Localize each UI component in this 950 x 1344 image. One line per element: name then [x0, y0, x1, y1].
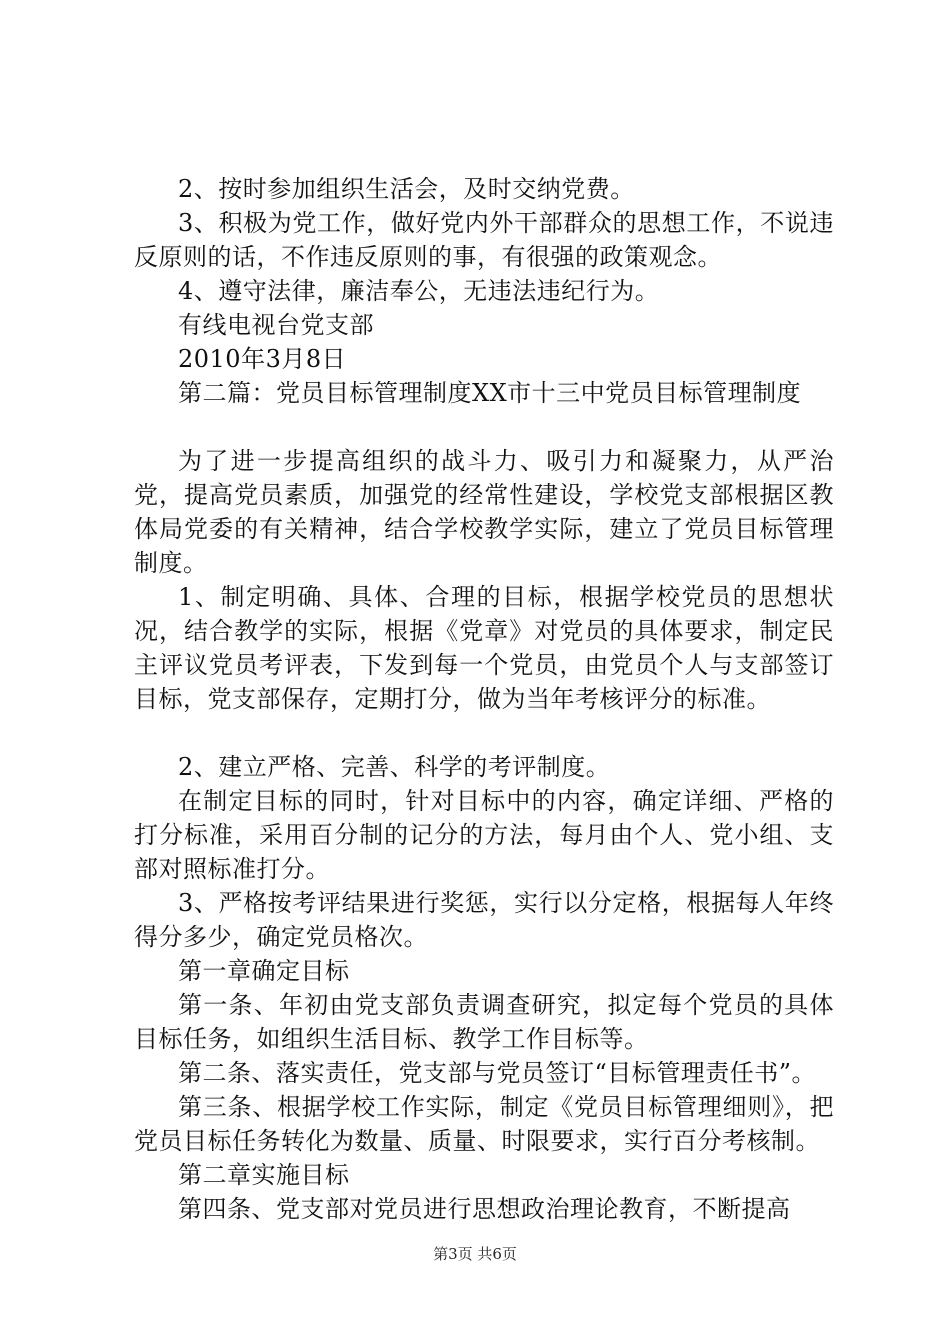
point-1-paragraph: 1、制定明确、具体、合理的目标，根据学校党员的思想状况，结合教学的实际，根据《党章》对党员的具体要求，制定民主评议党员考评表，下发到每一个党员，由党员个人与支部签订目标，党支部保存，定期打分，做为当年考核评分的标准。 — [134, 583, 834, 713]
article-2: 第二条、落实责任，党支部与党员签订“目标管理责任书”。 — [178, 1059, 817, 1087]
chapter-1-heading: 第一章确定目标 — [178, 957, 350, 985]
chapter-2-heading: 第二章实施目标 — [178, 1161, 350, 1189]
signature-date: 2010年3月8日 — [178, 345, 347, 373]
paragraph-item-4: 4、遵守法律，廉洁奉公，无违法违纪行为。 — [178, 277, 660, 305]
point-2-paragraph: 2、建立严格、完善、科学的考评制度。 — [178, 753, 611, 781]
article-1: 第一条、年初由党支部负责调查研究，拟定每个党员的具体目标任务，如组织生活目标、教学工作目标等。 — [134, 991, 834, 1053]
paragraph-item-2: 2、按时参加组织生活会，及时交纳党费。 — [178, 175, 635, 203]
page-number-footer: 第3页 共6页 — [433, 1245, 517, 1263]
article-3: 第三条、根据学校工作实际，制定《党员目标管理细则》，把党员目标任务转化为数量、质量、时限要求，实行百分考核制。 — [134, 1093, 834, 1155]
section-heading: 第二篇：党员目标管理制度XX市十三中党员目标管理制度 — [178, 379, 802, 407]
document-body — [134, 172, 834, 1226]
article-4: 第四条、党支部对党员进行思想政治理论教育，不断提高 — [178, 1195, 791, 1223]
point-2-detail: 在制定目标的同时，针对目标中的内容，确定详细、严格的打分标准，采用百分制的记分的方法，每月由个人、党小组、支部对照标准打分。 — [134, 787, 834, 883]
point-3-paragraph: 3、严格按考评结果进行奖惩，实行以分定格，根据每人年终得分多少，确定党员格次。 — [134, 889, 834, 951]
signature-organization: 有线电视台党支部 — [178, 311, 374, 339]
intro-paragraph: 为了进一步提高组织的战斗力、吸引力和凝聚力，从严治党，提高党员素质，加强党的经常性建设，学校党支部根据区教体局党委的有关精神，结合学校教学实际，建立了党员目标管理制度。 — [134, 447, 834, 577]
paragraph-item-3: 3、积极为党工作，做好党内外干部群众的思想工作，不说违反原则的话，不作违反原则的事，有很强的政策观念。 — [134, 209, 834, 271]
